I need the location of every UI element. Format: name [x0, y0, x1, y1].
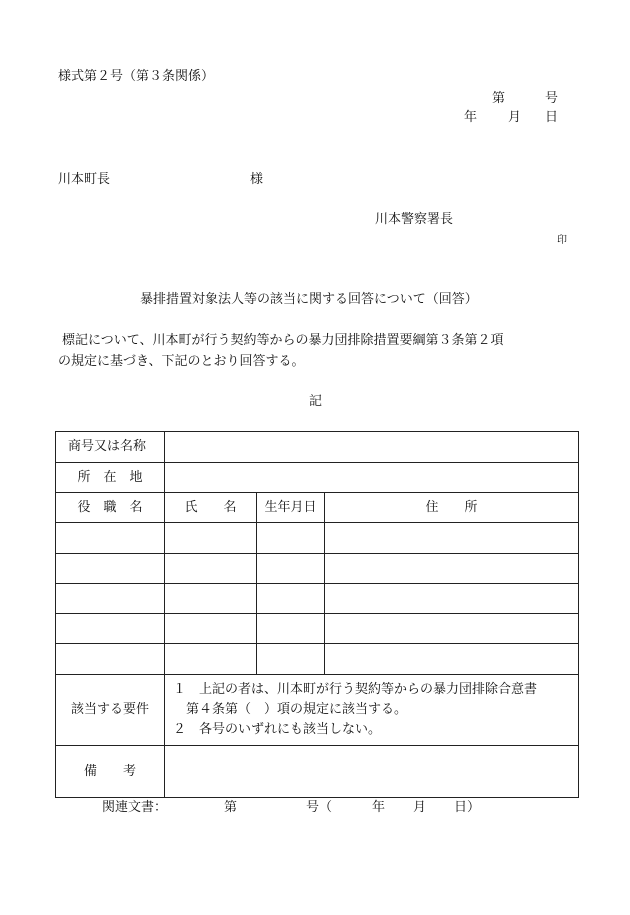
location-value	[165, 463, 579, 493]
company-name-value	[165, 432, 579, 463]
table-row	[56, 523, 579, 554]
location-label: 所 在 地	[56, 463, 165, 493]
ki-heading: 記	[309, 394, 323, 409]
table-row	[56, 584, 579, 614]
related-doc-day: 日）	[454, 800, 481, 815]
requirements-row	[56, 675, 579, 746]
remarks-value	[165, 746, 579, 798]
response-table	[55, 431, 578, 797]
date-year-label: 年	[464, 110, 478, 125]
table-row	[56, 554, 579, 584]
requirement-line-3: ２ 各号のいずれにも該当しない。	[173, 722, 382, 737]
date-day-label: 日	[545, 110, 559, 125]
location-row	[56, 463, 579, 493]
remarks-label: 備 考	[56, 746, 165, 798]
document-title: 暴排措置対象法人等の該当に関する回答について（回答）	[140, 292, 478, 307]
related-doc-month: 月	[413, 800, 427, 815]
requirements-label: 該当する要件	[56, 675, 165, 746]
header-row	[56, 493, 579, 523]
doc-number-go: 号	[545, 91, 559, 106]
company-name-label: 商号又は名称	[56, 432, 165, 463]
seal-mark: 印	[557, 235, 567, 246]
related-doc-go: 号（	[306, 800, 333, 815]
addressee: 川本町長	[58, 172, 111, 187]
table-row	[56, 644, 579, 675]
body-line-2: の規定に基づき、下記のとおり回答する。	[58, 354, 305, 369]
date-month-label: 月	[508, 110, 522, 125]
remarks-row	[56, 746, 579, 798]
doc-number-dai: 第	[492, 91, 506, 106]
company-name-row	[56, 432, 579, 463]
requirement-line-1: １ 上記の者は、川本町が行う契約等からの暴力団排除合意書	[173, 682, 538, 697]
table-row	[56, 614, 579, 644]
related-doc-year: 年	[372, 800, 386, 815]
related-doc-dai: 第	[224, 800, 238, 815]
sender: 川本警察署長	[375, 212, 454, 227]
body-line-1: 標記について、川本町が行う契約等からの暴力団排除措置要綱第３条第２項	[62, 333, 504, 348]
header-name: 氏 名	[165, 493, 257, 523]
related-doc-label: 関連文書：	[102, 800, 168, 815]
addressee-honorific: 様	[250, 172, 264, 187]
requirement-line-2: 第４条第（ ）項の規定に該当する。	[173, 702, 408, 717]
form-number: 様式第２号（第３条関係）	[58, 69, 215, 84]
requirements-text	[165, 675, 579, 746]
header-position: 役 職 名	[56, 493, 165, 523]
header-birthdate: 生年月日	[257, 493, 325, 523]
header-address: 住 所	[325, 493, 579, 523]
